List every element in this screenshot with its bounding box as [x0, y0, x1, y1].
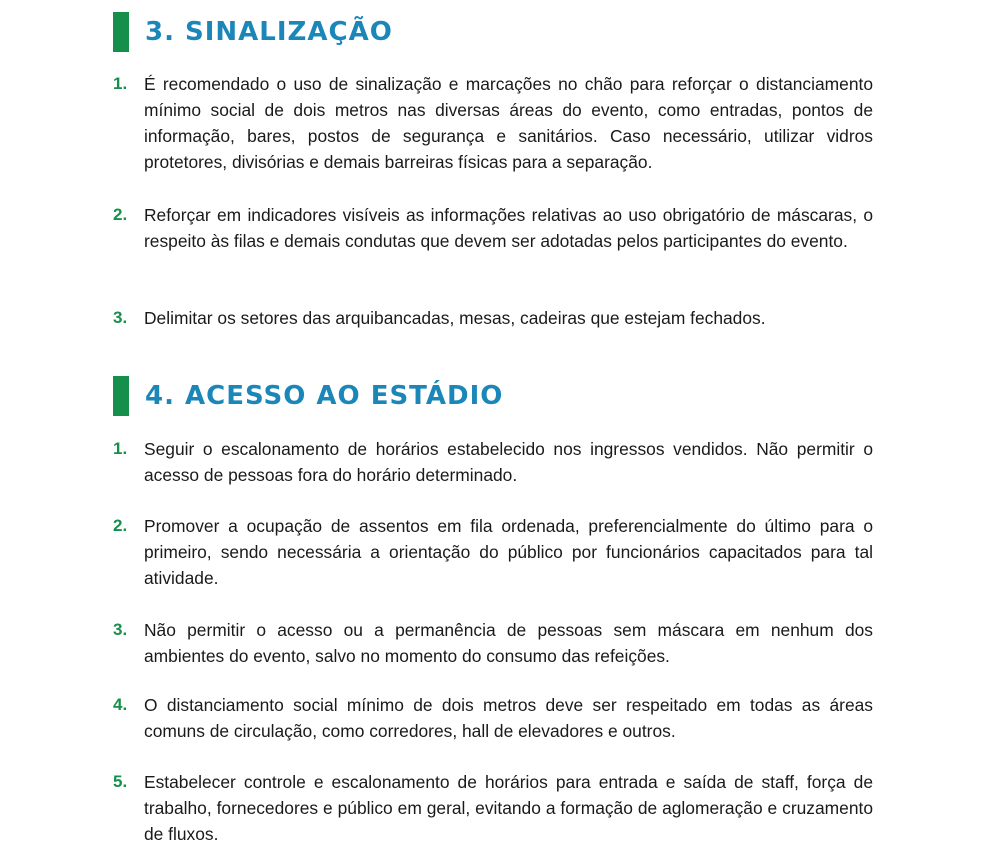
section-header-acesso-ao-estadio: [113, 376, 503, 416]
item-number: 1.: [113, 74, 128, 93]
section-title: 4. ACESSO AO ESTÁDIO: [145, 381, 504, 411]
item-text: Reforçar em indicadores visíveis as informações relativas ao uso obrigatório de máscaras, o respeito às filas e demais condutas que devem ser adotadas pelos participantes do evento.: [144, 205, 873, 251]
list-item: [113, 617, 873, 669]
item-text: Estabelecer controle e escalonamento de horários para entrada e saída de staff, força de trabalho, fornecedores e público em geral, evitando a formação de aglomeração e cruzamento de fluxos.: [144, 772, 873, 844]
item-number: 3.: [113, 620, 128, 639]
section-title: 3. SINALIZAÇÃO: [145, 17, 393, 47]
list-item: [113, 769, 873, 847]
list-item: [113, 513, 873, 591]
item-text: Não permitir o acesso ou a permanência de pessoas sem máscara em nenhum dos ambientes do evento, salvo no momento do consumo das refeições.: [144, 620, 873, 666]
item-number: 1.: [113, 439, 128, 458]
item-text: É recomendado o uso de sinalização e marcações no chão para reforçar o distanciamento mínimo social de dois metros nas diversas áreas do evento, como entradas, pontos de informação, bares, postos de segurança e sanitários. Caso necessário, utilizar vidros protetores, divisórias e demais barreiras físicas para a separação.: [144, 74, 873, 172]
item-number: 2.: [113, 516, 128, 535]
item-number: 3.: [113, 308, 128, 327]
list-item: [113, 436, 873, 488]
item-text: O distanciamento social mínimo de dois metros deve ser respeitado em todas as áreas comuns de circulação, como corredores, hall de elevadores e outros.: [144, 695, 873, 741]
item-number: 4.: [113, 695, 128, 714]
section-accent-bar: [113, 376, 129, 416]
list-item: [113, 692, 873, 744]
item-number: 5.: [113, 772, 128, 791]
list-item: [113, 71, 873, 175]
list-item: [113, 305, 873, 331]
section-accent-bar: [113, 12, 129, 52]
item-text: Promover a ocupação de assentos em fila ordenada, preferencialmente do último para o primeiro, sendo necessária a orientação do público por funcionários capacitados para tal atividade.: [144, 516, 873, 588]
list-item: [113, 202, 873, 254]
section-header-sinalizacao: [113, 12, 393, 52]
item-text: Delimitar os setores das arquibancadas, mesas, cadeiras que estejam fechados.: [144, 308, 766, 328]
item-text: Seguir o escalonamento de horários estabelecido nos ingressos vendidos. Não permitir o acesso de pessoas fora do horário determinado.: [144, 439, 873, 485]
item-number: 2.: [113, 205, 128, 224]
